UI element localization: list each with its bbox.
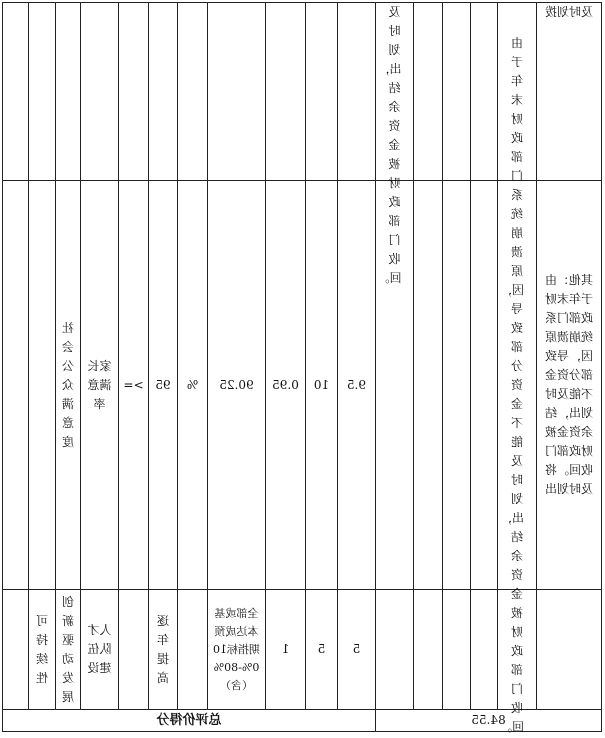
table-border-top [3,2,602,3]
penalty-cell: 及时划拨 [545,5,594,19]
weight-cell: 10 [313,377,330,392]
score-cell: 9.5 [346,377,367,392]
total-value: 84.55 [471,713,506,727]
col-divider [413,2,414,710]
target-value-cell: 逐年提高 [157,613,170,685]
score-ratio-cell: 0.95 [272,377,299,392]
col-divider [470,2,471,710]
table-border-left [601,2,602,732]
actual-value-cell: 90.25 [219,377,254,392]
actual-value-cell: 全部或基本达成预期指标100%-80%（含） [213,606,260,692]
total-label: 总评价得分 [156,713,222,728]
penalty-cell: 其他：由于年末财政部门系统崩溃原因，导致部分资金不能及时划出，结余资金被财政部门收回。将及时划出 [545,273,594,496]
weight-cell: 5 [317,642,326,656]
level2-cell: 创新驱动发展 [62,594,75,704]
table-border-right [2,2,3,732]
col-divider [442,2,443,710]
level1-cell: 可持续性 [36,613,49,685]
unit-cell: % [186,377,199,392]
indicator-cell: 人才队伍建设 [87,623,112,675]
cause-cell: 由于年末财政部门系统崩溃原因，导致部分资金不能及时划出，结余资金被财政部门收回。 [499,35,524,734]
level2-cell: 社会公众满意度 [62,320,75,449]
score-ratio-cell: 1 [281,642,290,656]
cause-cell: 及时划出，结余资金被财政部门收回。 [377,5,402,285]
score-cell: 5 [352,642,361,656]
indicator-cell: 家长满意率 [87,358,112,411]
target-value-cell: 95 [155,377,171,392]
operator-cell: >= [123,377,144,392]
